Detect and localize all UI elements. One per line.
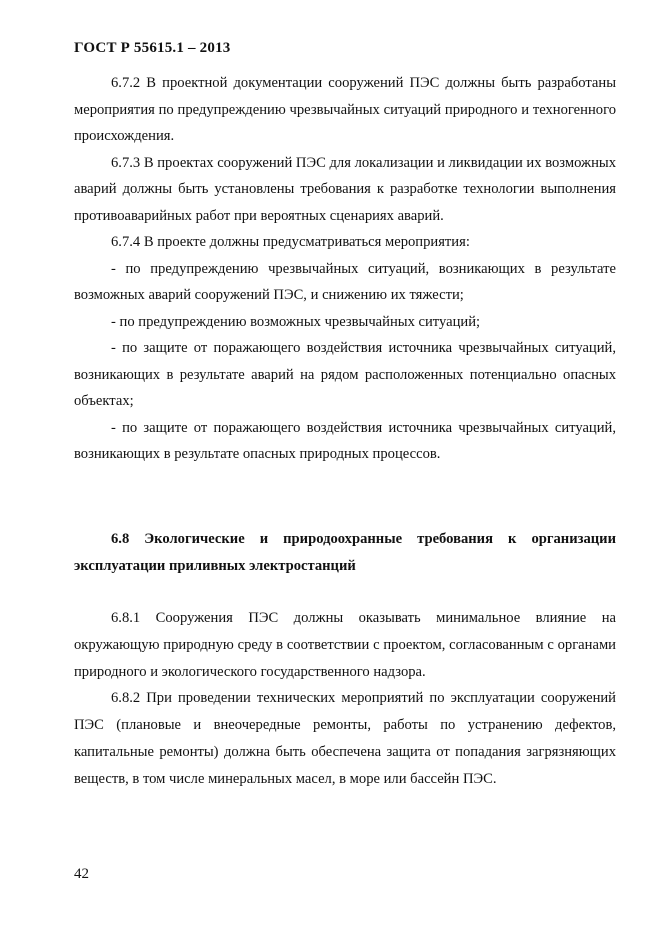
list-item: - по защите от поражающего воздействия источника чрезвычайных ситуаций, возникающих в результате аварий на рядом расположенных потенциально опасных объектах;	[74, 340, 616, 409]
document-header: ГОСТ Р 55615.1 – 2013	[74, 40, 231, 56]
paragraph-6-7-3: 6.7.3 В проектах сооружений ПЭС для локализации и ликвидации их возможных аварий должны быть установлены требования к разработке технологии выполнения противоаварийных работ при вероятных сценариях аварий.	[74, 154, 616, 224]
list-item: - по предупреждению возможных чрезвычайных ситуаций;	[111, 313, 481, 330]
paragraph-6-7-4: 6.7.4 В проекте должны предусматриваться мероприятия:	[111, 234, 470, 250]
section-heading-6-8: 6.8 Экологические и природоохранные требования к организации эксплуатации приливных электростанций	[74, 531, 616, 574]
list-item: - по защите от поражающего воздействия источника чрезвычайных ситуаций, возникающих в результате опасных природных процессов.	[74, 419, 616, 462]
list-item: - по предупреждению чрезвычайных ситуаций, возникающих в результате возможных аварий сооружений ПЭС, и снижению их тяжести;	[74, 260, 616, 303]
paragraph-6-7-2: 6.7.2 В проектной документации сооружений ПЭС должны быть разработаны мероприятия по предупреждению чрезвычайных ситуаций природного и техногенного происхождения.	[74, 75, 616, 144]
section-6-7-text	[74, 70, 616, 468]
section-6-8-text	[74, 605, 616, 793]
page-number: 42	[74, 866, 89, 882]
paragraph-6-8-2: 6.8.2 При проведении технических мероприятий по эксплуатации сооружений ПЭС (плановые и внеочередные ремонты, работы по устранению дефектов, капитальные ремонты) должна быть обеспечена защита от попадания загрязняющих веществ, в том числе минеральных масел, в море или бассейн ПЭС.	[74, 690, 616, 787]
paragraph-6-8-1: 6.8.1 Сооружения ПЭС должны оказывать минимальное влияние на окружающую природную среду в соответствии с проектом, согласованным с органами природного и экологического государственного надзора.	[74, 610, 616, 680]
